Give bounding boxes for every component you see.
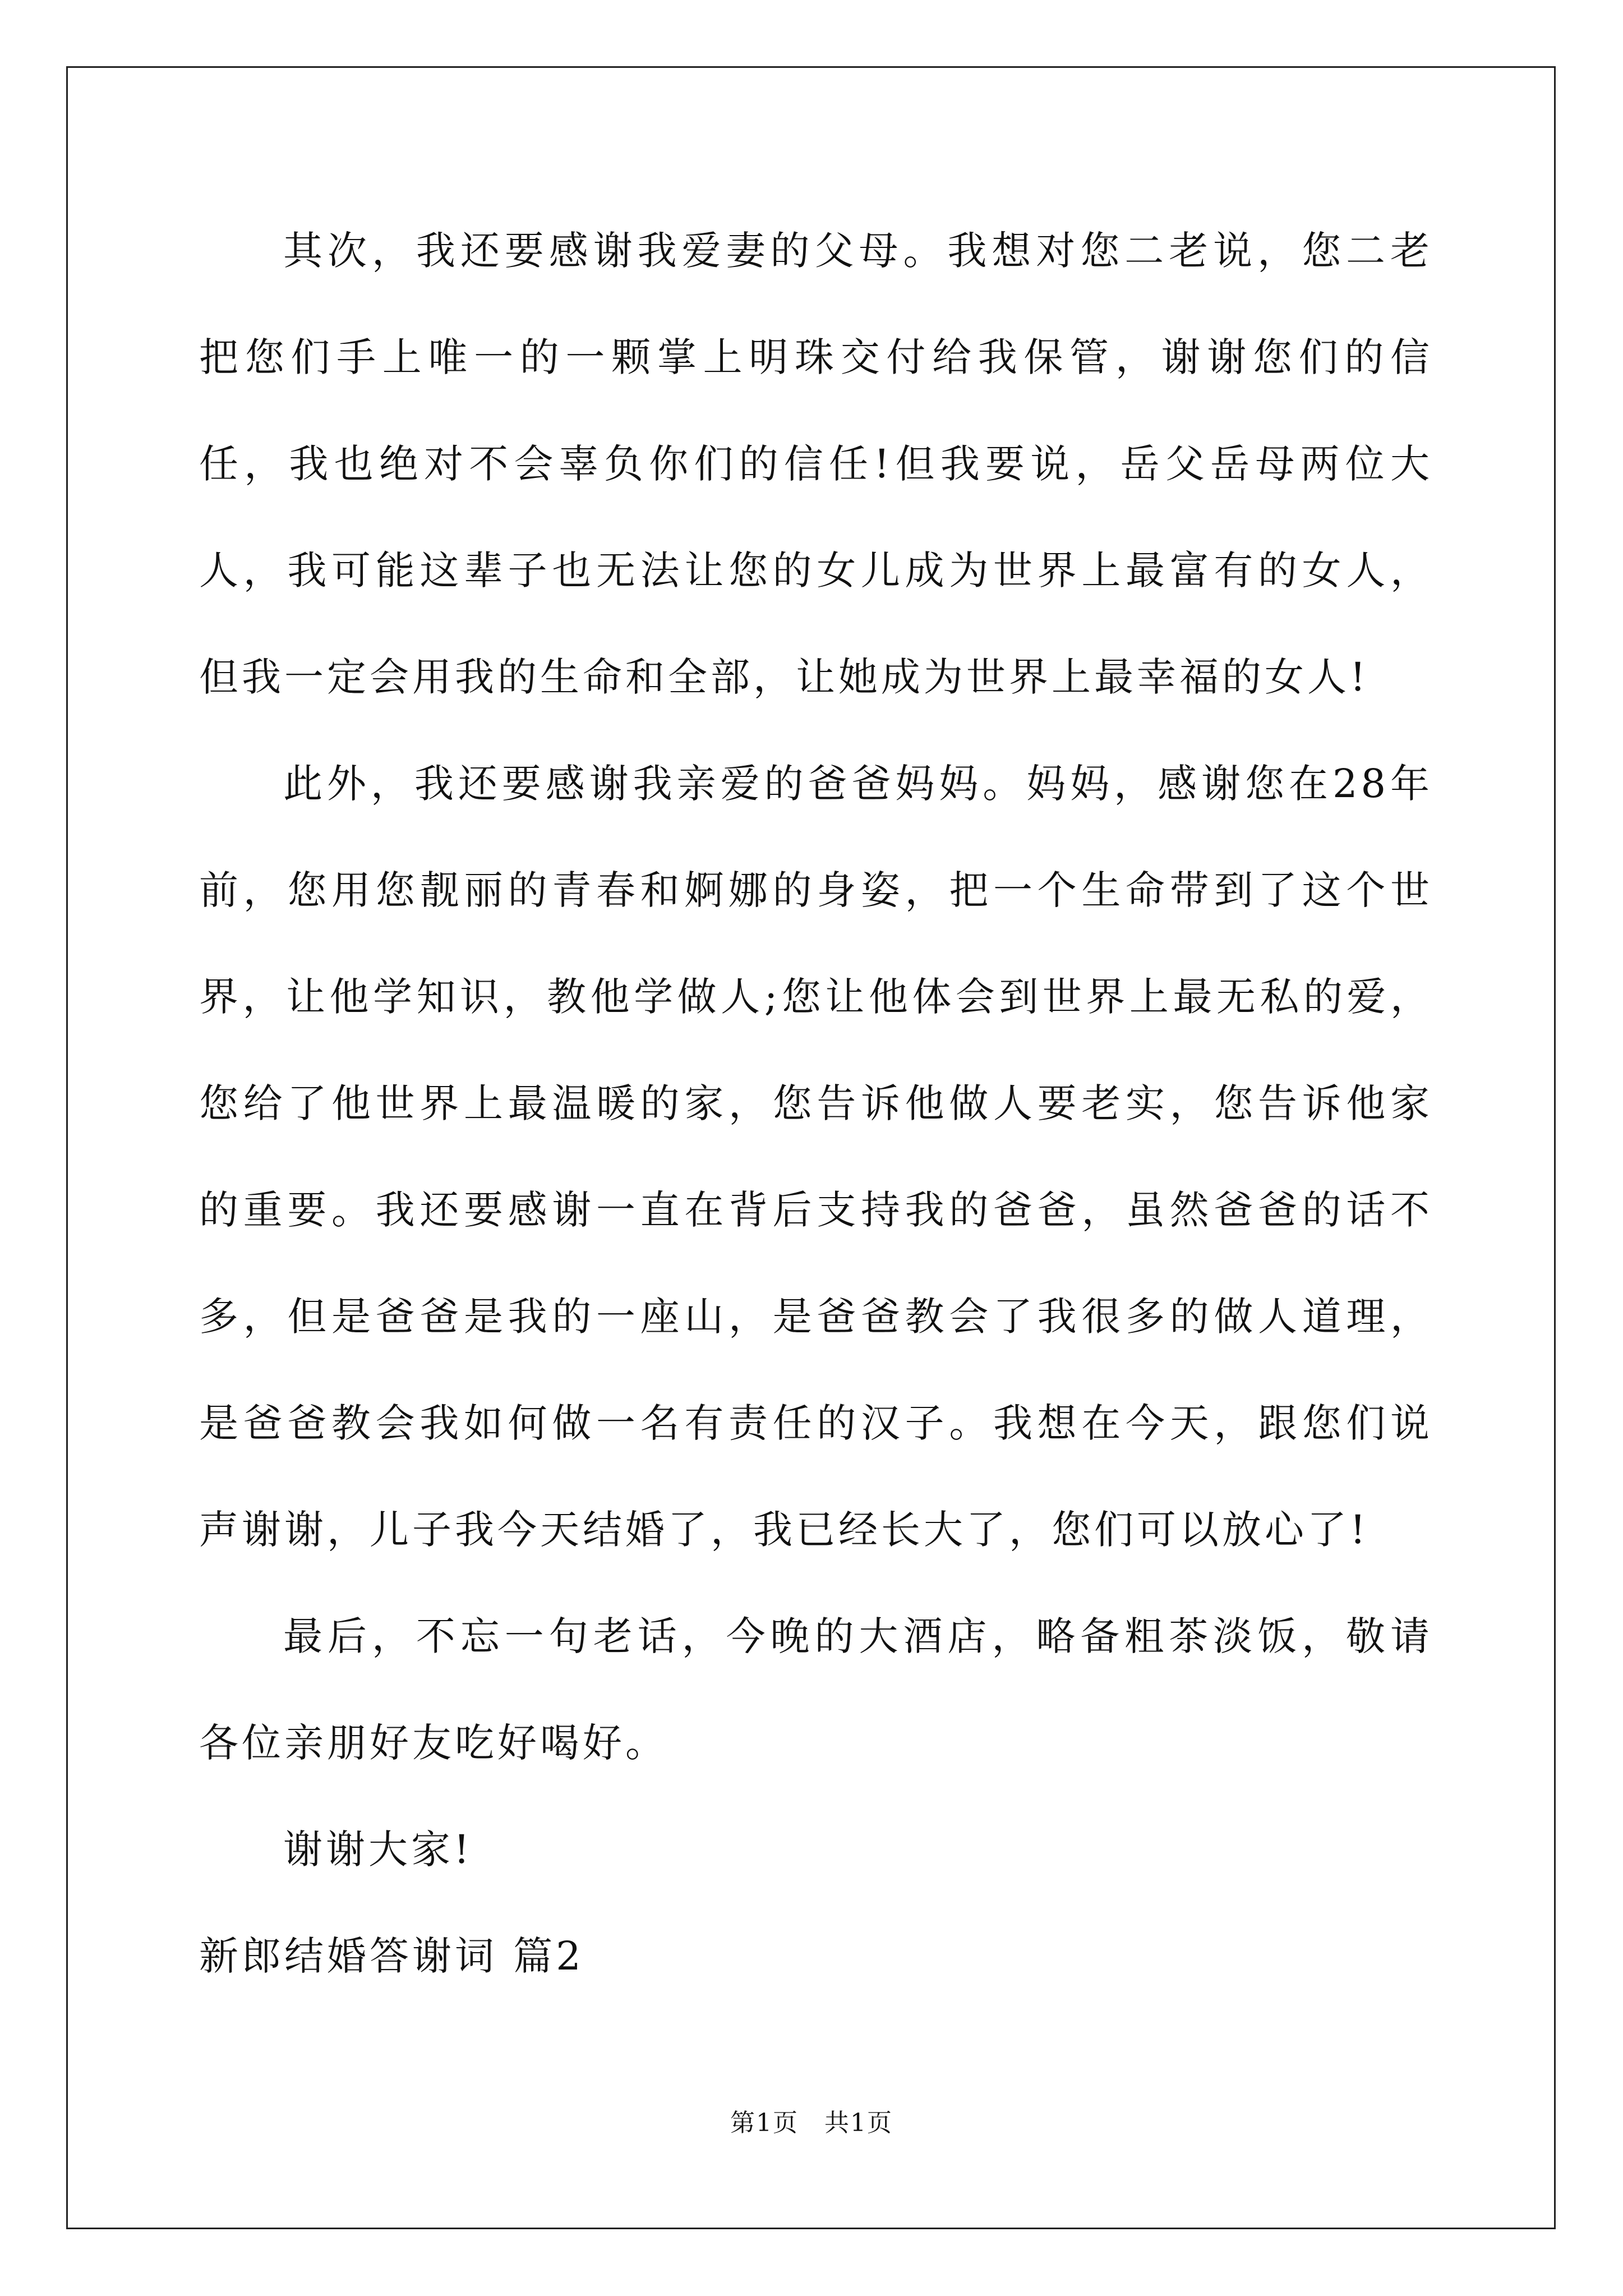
paragraph-parents-in-law: 其次，我还要感谢我爱妻的父母。我想对您二老说，您二老把您们手上唯一的一颗掌上明珠交付给我保管，谢谢您们的信任，我也绝对不会辜负你们的信任!但我要说，岳父岳母两位大人，我可能这辈子也无法让您的女儿成为世界上最富有的女人，但我一定会用我的生命和全部，让她成为世界上最幸福的女人!	[199, 228, 1433, 700]
page-footer: 第1页 共1页	[730, 2109, 893, 2137]
section-heading: 新郎结婚答谢词 篇2	[199, 1933, 584, 1979]
document-body	[199, 197, 1433, 2009]
paragraph-thanks: 谢谢大家!	[283, 1826, 473, 1872]
paragraph-closing: 最后，不忘一句老话，今晚的大酒店，略备粗茶淡饭，敬请各位亲朋好友吃好喝好。	[199, 1613, 1433, 1766]
paragraph-parents: 此外，我还要感谢我亲爱的爸爸妈妈。妈妈，感谢您在28年前，您用您靓丽的青春和婀娜的身姿，把一个生命带到了这个世界，让他学知识，教他学做人;您让他体会到世界上最无私的爱，您给了他世界上最温暖的家，您告诉他做人要老实，您告诉他家的重要。我还要感谢一直在背后支持我的爸爸，虽然爸爸的话不多，但是爸爸是我的一座山，是爸爸教会了我很多的做人道理，是爸爸教会我如何做一名有责任的汉子。我想在今天，跟您们说声谢谢，儿子我今天结婚了，我已经长大了，您们可以放心了!	[199, 761, 1433, 1553]
